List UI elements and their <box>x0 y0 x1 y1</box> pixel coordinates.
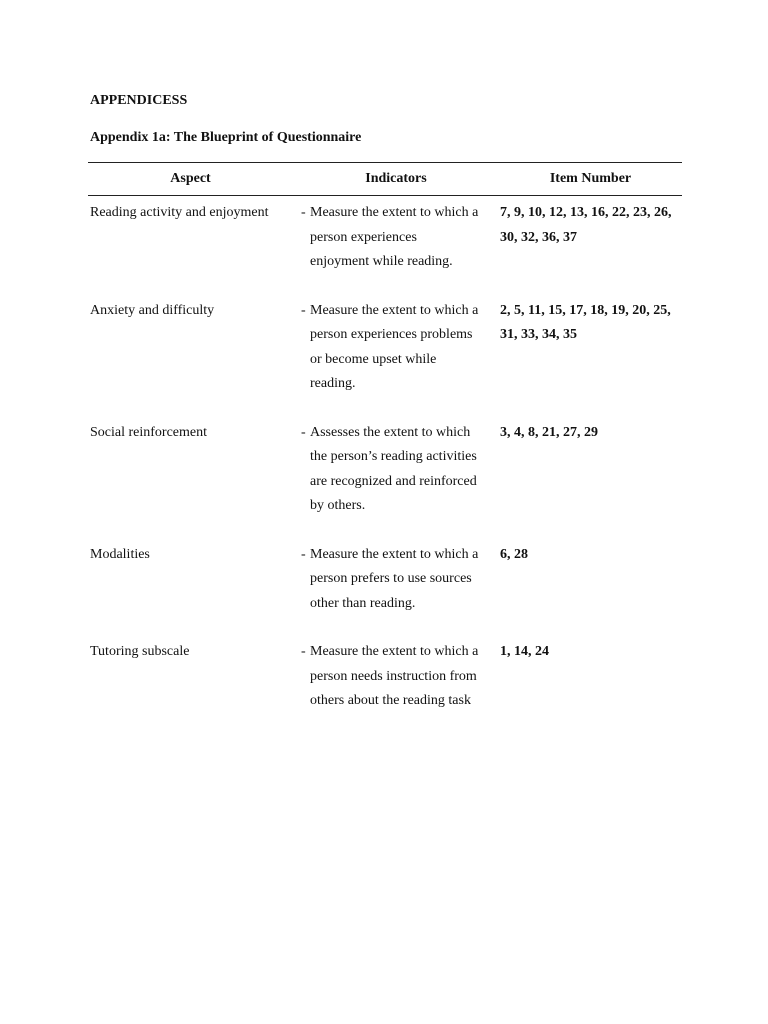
header-aspect: Aspect <box>88 163 293 196</box>
page-heading: APPENDICESS <box>90 93 188 108</box>
bullet-dash: - <box>301 644 306 659</box>
item-number-cell: 7, 9, 10, 12, 13, 16, 22, 23, 26, 30, 32, 36, 37 <box>500 205 672 245</box>
aspect-cell: Modalities <box>90 546 150 562</box>
table-header-row <box>88 163 682 196</box>
aspect-cell: Tutoring subscale <box>90 644 190 659</box>
indicator-item <box>301 543 479 617</box>
indicator-text: Measure the extent to which a person needs instruction from others about the reading task <box>310 644 479 708</box>
table-row <box>88 640 682 738</box>
item-number-cell: 6, 28 <box>500 546 528 562</box>
indicator-cell <box>293 196 499 299</box>
indicator-text: Measure the extent to which a person experiences problems or become upset while reading. <box>310 302 479 391</box>
item-number-cell: 2, 5, 11, 15, 17, 18, 19, 20, 25, 31, 33, 34, 35 <box>500 302 671 342</box>
item-number-cell: 3, 4, 8, 21, 27, 29 <box>500 424 598 440</box>
blueprint-table <box>88 162 682 738</box>
aspect-cell: Anxiety and difficulty <box>90 302 215 318</box>
bullet-dash: - <box>301 205 306 220</box>
table-row <box>88 196 682 299</box>
bullet-dash: - <box>301 424 306 440</box>
indicator-item <box>301 640 479 714</box>
indicator-item <box>301 299 479 397</box>
table-row <box>88 299 682 421</box>
table-header <box>88 163 682 196</box>
aspect-cell: Social reinforcement <box>90 424 208 440</box>
indicator-cell <box>293 299 499 421</box>
indicator-cell <box>293 640 499 738</box>
bullet-dash: - <box>301 302 306 318</box>
header-item-number: Item Number <box>499 163 682 196</box>
indicator-cell <box>293 543 499 641</box>
indicator-item <box>301 201 479 275</box>
aspect-cell: Reading activity and enjoyment <box>90 205 269 220</box>
item-number-cell: 1, 14, 24 <box>500 644 549 659</box>
table-row <box>88 421 682 543</box>
bullet-dash: - <box>301 546 306 562</box>
indicator-item <box>301 421 479 519</box>
header-indicators: Indicators <box>293 163 499 196</box>
indicator-text: Measure the extent to which a person experiences enjoyment while reading. <box>310 205 479 269</box>
table-body <box>88 196 682 738</box>
table-row <box>88 543 682 641</box>
indicator-text: Assesses the extent to which the person’s reading activities are recognized and reinforced by others. <box>310 424 477 513</box>
appendix-title: Appendix 1a: The Blueprint of Questionnaire <box>90 130 362 145</box>
indicator-cell <box>293 421 499 543</box>
indicator-text: Measure the extent to which a person prefers to use sources other than reading. <box>310 546 479 611</box>
